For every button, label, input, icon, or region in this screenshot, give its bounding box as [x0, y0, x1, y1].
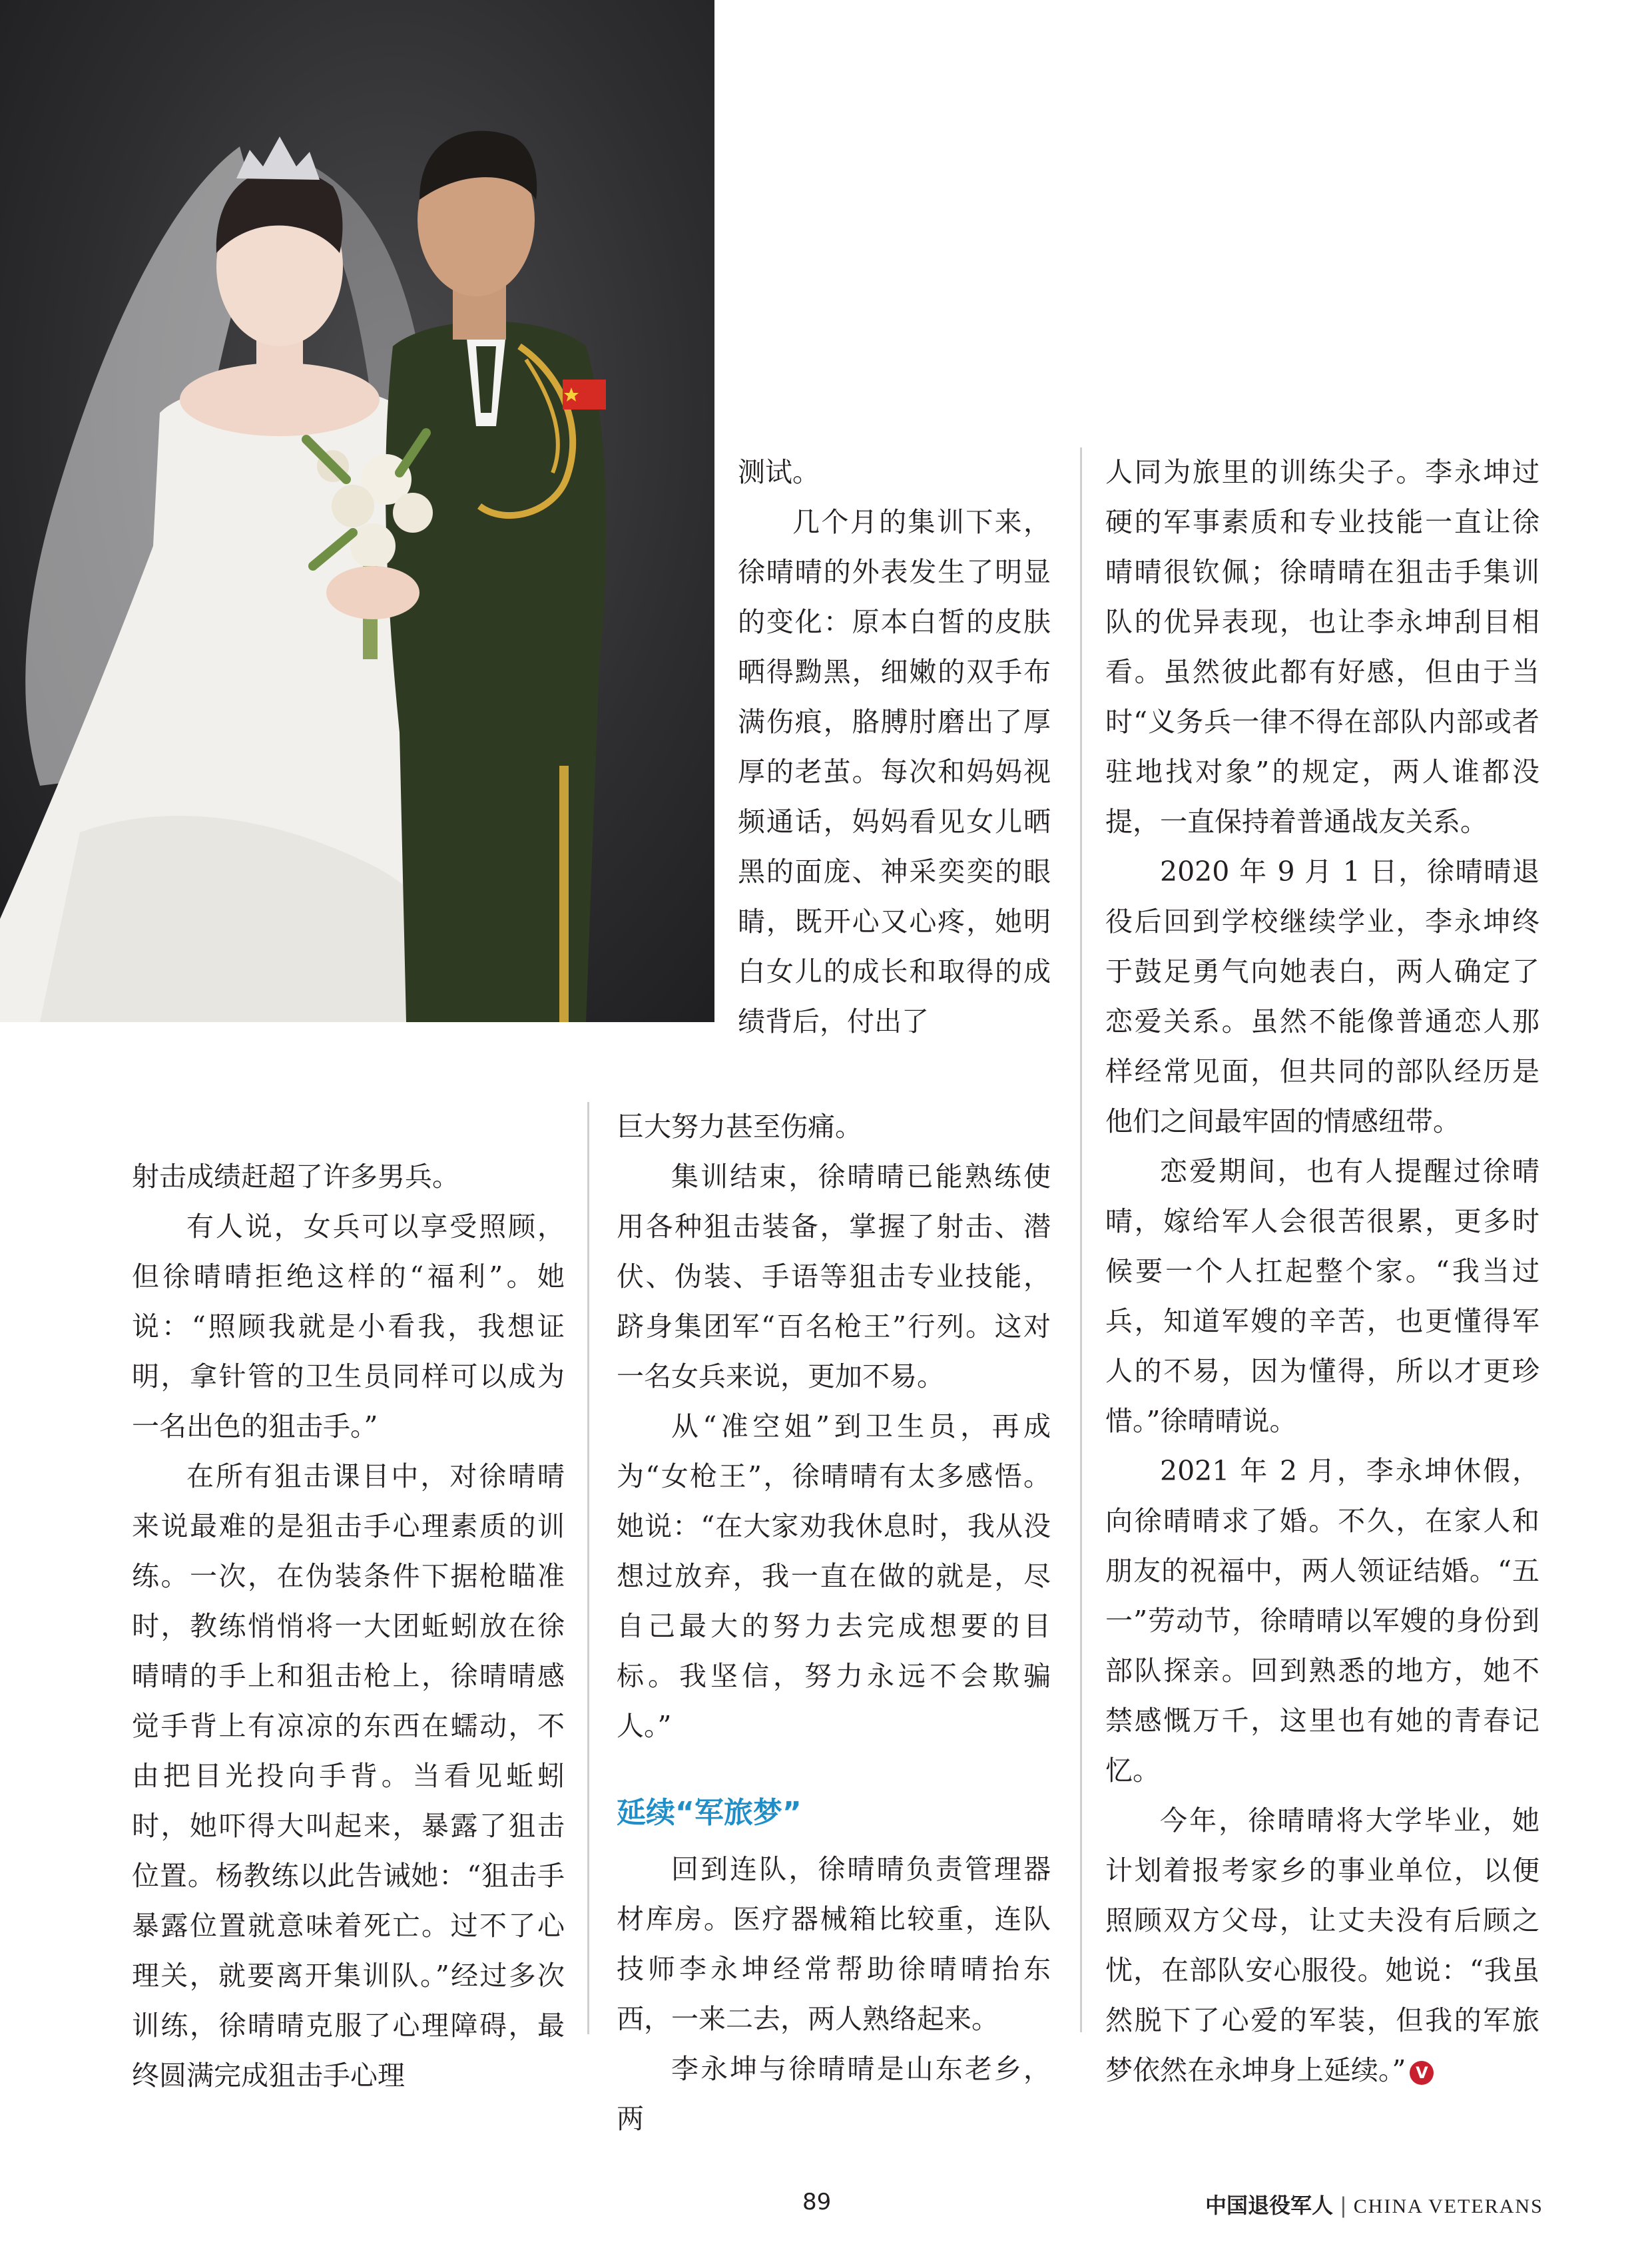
- paragraph: 巨大努力甚至伤痛。: [617, 1111, 862, 1143]
- column-divider: [587, 1102, 589, 2034]
- paragraph: 在所有狙击课目中，对徐晴晴来说最难的是狙击手心理素质的训练。一次，在伪装条件下据枪瞄准时，教练悄悄将一大团蚯蚓放在徐晴晴的手上和狙击枪上，徐晴晴感觉手背上有凉凉的东西在蠕动，不由把目光投向手背。当看见蚯蚓时，她吓得大叫起来，暴露了狙击位置。杨教练以此告诫她：“狙击手暴露位置就意味着死亡。过不了心理关，就要离开集训队。”经过多次训练，徐晴晴克服了心理障碍，最终圆满完成狙击手心理: [132, 1460, 565, 2092]
- closing-paragraph-text: 今年，徐晴晴将大学毕业，她计划着报考家乡的事业单位，以便照顾双方父母，让丈夫没有后顾之忧，在部队安心服役。她说：“我虽然脱下了心爱的军装，但我的军旅梦依然在永坤身上延续。”: [1105, 1805, 1539, 2086]
- paragraph: 恋爱期间，也有人提醒过徐晴晴，嫁给军人会很苦很累，更多时候要一个人扛起整个家。“我当过兵，知道军嫂的辛苦，也更懂得军人的不易，因为懂得，所以才更珍惜。”徐晴晴说。: [1105, 1155, 1539, 1437]
- paragraph: 测试。: [738, 456, 820, 488]
- paragraph: 人同为旅里的训练尖子。李永坤过硬的军事素质和专业技能一直让徐晴晴很钦佩；徐晴晴在狙击手集训队的优异表现，也让李永坤刮目相看。虽然彼此都有好感，但由于当时“义务兵一律不得在部队内部或者驻地找对象”的规定，两人谁都没提，一直保持着普通战友关系。: [1105, 456, 1539, 838]
- paragraph: 2020 年 9 月 1 日，徐晴晴退役后回到学校继续学业，李永坤终于鼓足勇气向她表白，两人确定了恋爱关系。虽然不能像普通恋人那样经常见面，但共同的部队经历是他们之间最牢固的情感纽带。: [1105, 856, 1539, 1137]
- text-column-middle-top: [738, 447, 1051, 1047]
- paragraph: [1105, 1796, 1539, 2096]
- text-column-left: [132, 1152, 565, 2101]
- paragraph: 2021 年 2 月，李永坤休假，向徐晴晴求了婚。不久，在家人和朋友的祝福中，两人领证结婚。“五一”劳动节，徐晴晴以军嫂的身份到部队探亲。回到熟悉的地方，她不禁感慨万千，这里也有她的青春记忆。: [1105, 1455, 1539, 1787]
- brand-separator: |: [1340, 2193, 1347, 2218]
- paragraph: 李永坤与徐晴晴是山东老乡，两: [617, 2053, 1051, 2135]
- paragraph: 射击成绩赶超了许多男兵。: [132, 1161, 459, 1193]
- wedding-photo-illustration: [0, 0, 714, 1022]
- section-heading: 延续“军旅梦”: [617, 1796, 802, 1830]
- end-mark-icon: V: [1410, 2061, 1434, 2085]
- magazine-brand: [1205, 2189, 1543, 2219]
- page-number: 89: [802, 2189, 832, 2215]
- paragraph: 从“准空姐”到卫生员，再成为“女枪王”，徐晴晴有太多感悟。她说：“在大家劝我休息时，我从没想过放弃，我一直在做的就是，尽自己最大的努力去完成想要的目标。我坚信，努力永远不会欺骗人。”: [617, 1410, 1051, 1742]
- brand-english: CHINA VETERANS: [1353, 2195, 1543, 2217]
- wedding-photo: [0, 0, 714, 1022]
- paragraph: 几个月的集训下来，徐晴晴的外表发生了明显的变化：原本白皙的皮肤晒得黝黑，细嫩的双手布满伤痕，胳膊肘磨出了厚厚的老茧。每次和妈妈视频通话，妈妈看见女儿晒黑的面庞、神采奕奕的眼睛，既开心又心疼，她明白女儿的成长和取得的成绩背后，付出了: [738, 506, 1051, 1037]
- column-divider: [1080, 447, 1082, 2032]
- brand-chinese: 中国退役军人: [1205, 2193, 1334, 2218]
- text-column-middle-bottom: [617, 1102, 1051, 2144]
- paragraph: 集训结束，徐晴晴已能熟练使用各种狙击装备，掌握了射击、潜伏、伪装、手语等狙击专业技能，跻身集团军“百名枪王”行列。这对一名女兵来说，更加不易。: [617, 1161, 1051, 1392]
- paragraph: 回到连队，徐晴晴负责管理器材库房。医疗器械箱比较重，连队技师李永坤经常帮助徐晴晴抬东西，一来二去，两人熟络起来。: [617, 1853, 1051, 2035]
- paragraph: 有人说，女兵可以享受照顾，但徐晴晴拒绝这样的“福利”。她说：“照顾我就是小看我，我想证明，拿针管的卫生员同样可以成为一名出色的狙击手。”: [132, 1211, 565, 1442]
- text-column-right: [1105, 447, 1539, 2096]
